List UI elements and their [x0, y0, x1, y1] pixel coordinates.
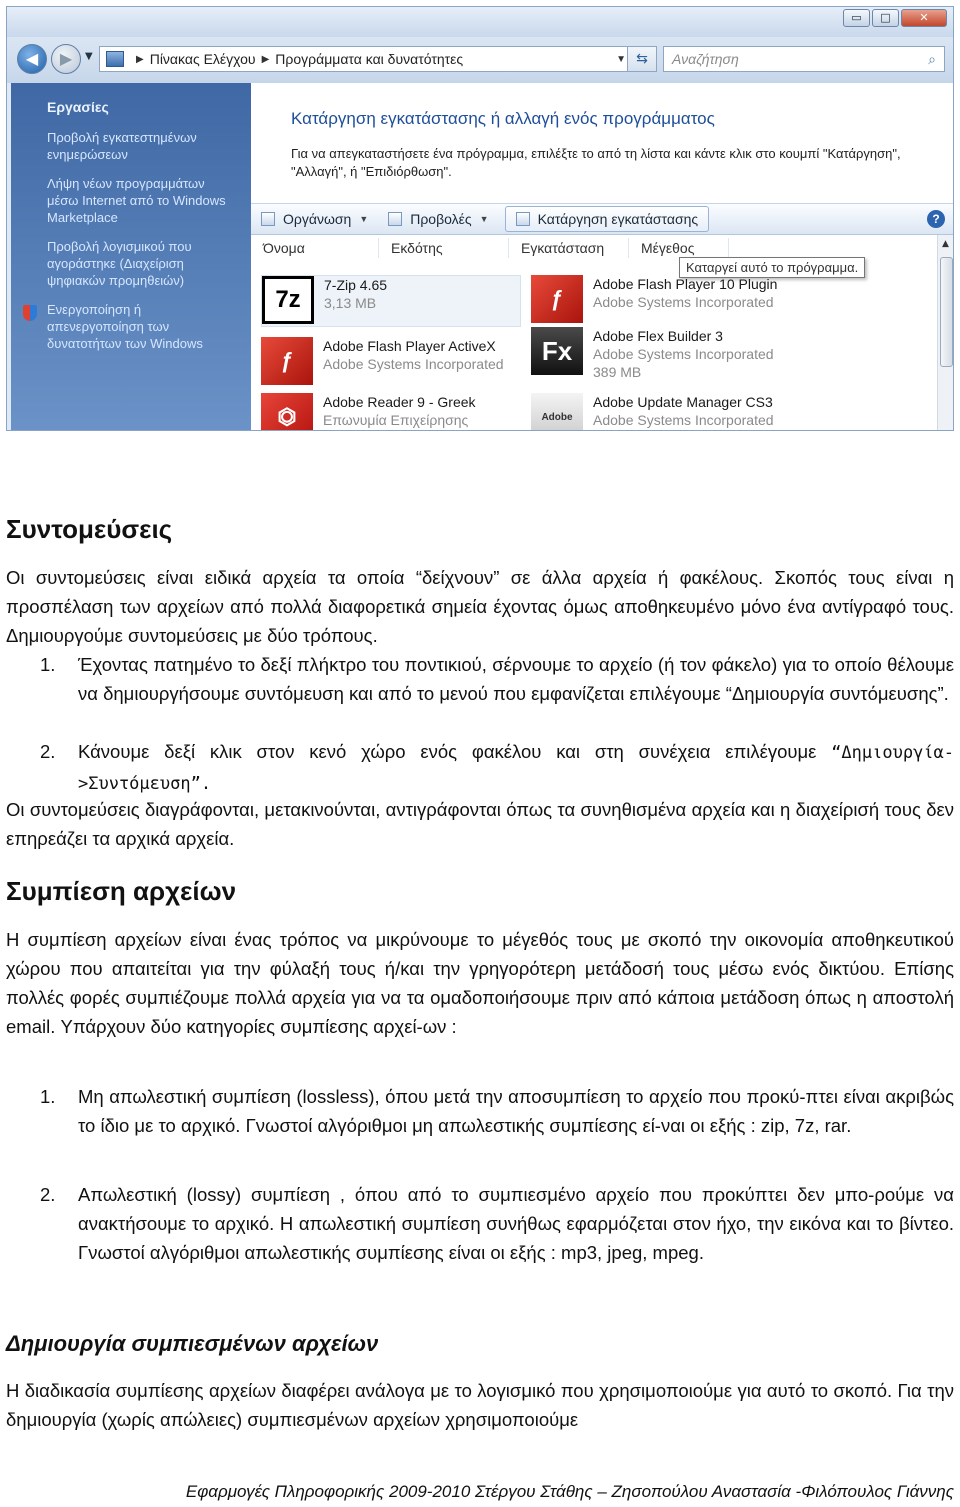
- flex-builder-icon: Fx: [531, 327, 583, 375]
- column-size[interactable]: Μέγεθος: [629, 238, 729, 258]
- list-text: Απωλεστική (lossy) συμπίεση , όπου από το συμπιεσμένο αρχείο που προκύπτει δεν μπο-ρούμε να ανακτήσουμε το αρχικό. Η απωλεστική συμπίεση συνήθως εφαρμόζεται στον ήχο, την εικόνα και το βίντεο. Γνωστοί αλγόριθμοι απωλεστικής συμπίεσης είναι οι εξής : mp3, jpeg, mpeg.: [78, 1184, 954, 1263]
- program-detail: Adobe Systems Incorporated: [323, 356, 504, 372]
- navigation-bar: [7, 37, 953, 83]
- shortcuts-intro: Οι συντομεύσεις είναι ειδικά αρχεία τα οποία “δείχνουν” σε άλλα αρχεία ή φακέλους. Σκοπός τους είναι η προσπέλαση των αρχείων από πολλά διαφορετικά σημεία έχοντας όμως αποθηκευμένο μόνο ένα αντίγραφό τους. Δημιουργούμε συντομεύσεις με δύο τρόπους.: [6, 567, 954, 646]
- program-detail: Adobe Systems Incorporated: [593, 412, 774, 428]
- organize-icon: [261, 212, 275, 226]
- task-link-purchased[interactable]: Προβολή λογισμικού που αγοράστηκε (Διαχείριση ψηφιακών προμηθειών): [47, 239, 192, 288]
- arrow-right-icon: ▶: [59, 49, 73, 68]
- list-item: [40, 1082, 954, 1140]
- list-text: Κάνουμε δεξί κλικ στον κενό χώρο ενός φακέλου και στη συνέχεια επιλέγουμε: [78, 741, 817, 762]
- list-item: [40, 1180, 954, 1267]
- breadcrumb-control-panel[interactable]: Πίνακας Ελέγχου: [149, 51, 256, 67]
- uninstall-tooltip: Καταργεί αυτό το πρόγραμμα.: [679, 257, 865, 278]
- chevron-down-icon: ▼: [479, 214, 489, 224]
- programs-content: [251, 83, 954, 431]
- refresh-icon: ⇆: [636, 51, 648, 67]
- organize-button[interactable]: [251, 206, 378, 232]
- compression-intro: Η συμπίεση αρχείων είναι ένας τρόπος να μικρύνουμε το μέγεθός τους με σκοπό την οικονομία αποθηκευτικού χώρου που απαιτείται για την φύλαξή τους ή/και την γρηγορότερη μετάδοσή τους μέσω ενός δικτύου. Επίσης πολλές φορές συμπιέζουμε πολλά αρχεία για να τα ομαδοποιήσουμε πριν από κάποια μετάδοση όπως η αποστολή email. Υπάρχουν δύο κατηγορίες συμπίεσης αρχεί-ων :: [6, 929, 954, 1037]
- scrollbar-thumb[interactable]: [940, 257, 953, 367]
- column-name[interactable]: Όνομα: [251, 238, 379, 258]
- control-panel-screenshot: [6, 6, 954, 431]
- views-button[interactable]: [378, 206, 498, 232]
- heading-compression: Συμπίεση αρχείων: [6, 876, 237, 906]
- program-detail: Adobe Systems Incorporated: [593, 294, 774, 310]
- update-manager-icon: Adobe: [531, 393, 583, 431]
- list-number: 2.: [40, 741, 56, 762]
- tasks-heading: Εργασίες: [47, 99, 109, 115]
- chevron-down-icon: ▼: [359, 214, 369, 224]
- list-item: [40, 737, 954, 799]
- content-description: Για να απεγκαταστήσετε ένα πρόγραμμα, επιλέξτε το από τη λίστα και κάντε κλικ στο κουμπί "Κατάργηση", "Αλλαγή", ή "Επιδιόρθωση".: [291, 146, 901, 179]
- organize-label: Οργάνωση: [283, 211, 352, 227]
- search-icon[interactable]: ⌕: [928, 51, 936, 67]
- list-number: 1.: [40, 654, 56, 675]
- maximize-button[interactable]: □: [872, 9, 899, 27]
- chevron-down-icon[interactable]: ▼: [85, 51, 93, 62]
- minimize-button[interactable]: ▭: [843, 9, 870, 27]
- task-link-marketplace[interactable]: Λήψη νέων προγραμμάτων μέσω Internet από το Windows Marketplace: [47, 176, 226, 225]
- uninstall-icon: [516, 212, 530, 226]
- list-item[interactable]: [531, 393, 791, 431]
- program-name: Adobe Flex Builder 3: [593, 328, 723, 344]
- column-publisher[interactable]: Εκδότης: [379, 238, 509, 258]
- column-installed[interactable]: Εγκατάσταση: [509, 238, 629, 258]
- window-titlebar: [7, 7, 953, 37]
- program-name: Adobe Flash Player 10 Plugin: [593, 276, 778, 292]
- views-icon: [388, 212, 402, 226]
- list-item[interactable]: [261, 275, 521, 327]
- create-intro: Η διαδικασία συμπίεσης αρχείων διαφέρει ανάλογα με το λογισμικό που χρησιμοποιούμε για αυτό το σκοπό. Για την δημιουργία (χωρίς απώλειες) συμπιεσμένων αρχείων χρησιμοποιούμε: [6, 1380, 954, 1430]
- program-name: Adobe Update Manager CS3: [593, 394, 773, 410]
- seven-zip-icon: 7z: [262, 276, 314, 324]
- list-item[interactable]: [261, 393, 521, 431]
- uninstall-label: Κατάργηση εγκατάστασης: [537, 211, 699, 227]
- help-icon[interactable]: ?: [927, 210, 945, 228]
- shield-icon: [23, 305, 37, 321]
- list-number: 1.: [40, 1086, 56, 1107]
- list-item: [40, 650, 954, 708]
- tasks-pane: [11, 83, 251, 431]
- adobe-reader-icon: ⏣: [261, 393, 313, 431]
- views-label: Προβολές: [410, 211, 472, 227]
- refresh-button[interactable]: [627, 46, 657, 72]
- task-link-windows-features[interactable]: Ενεργοποίηση ή απενεργοποίηση των δυνατοτήτων των Windows: [47, 302, 203, 351]
- shortcuts-outro: Οι συντομεύσεις διαγράφονται, μετακινούνται, αντιγράφονται όπως τα συνηθισμένα αρχεία και η διαχείρισή τους δεν επηρεάζει τα αρχικά αρχεία.: [6, 799, 954, 849]
- address-bar[interactable]: [99, 46, 633, 72]
- back-button[interactable]: [17, 44, 47, 74]
- uninstall-button[interactable]: [505, 206, 710, 232]
- list-item[interactable]: [531, 275, 791, 327]
- program-detail: 3,13 MB: [324, 295, 377, 311]
- chevron-right-icon: ▶: [136, 53, 144, 65]
- list-item[interactable]: [531, 327, 791, 385]
- forward-button[interactable]: [51, 44, 81, 74]
- list-text: Έχοντας πατημένο το δεξί πλήκτρο του ποντικιού, σέρνουμε το αρχείο (ή τον φάκελο) για το οποίο θέλουμε να δημιουργήσουμε συντόμευση και από το μενού που εμφανίζεται επιλέγουμε “Δημιουργία συντόμευσης”.: [78, 654, 954, 704]
- command-toolbar: [251, 203, 954, 235]
- flash-activex-icon: ƒ: [261, 337, 313, 385]
- program-size: 389 MB: [593, 364, 642, 380]
- flash-icon: ƒ: [531, 275, 583, 323]
- program-detail: Επωνυμία Επιχείρησης: [323, 412, 469, 428]
- list-text: Μη απωλεστική συμπίεση (lossless), όπου μετά την αποσυμπίεση το αρχείο που προκύ-πτει είναι ακριβώς το ίδιο με το αρχικό. Γνωστοί αλγόριθμοι μη απωλεστικής συμπίεσης εί-ναι οι εξής : zip, 7z, rar.: [78, 1086, 954, 1136]
- task-link-updates[interactable]: Προβολή εγκατεστημένων ενημερώσεων: [47, 130, 197, 162]
- content-title: Κατάργηση εγκατάστασης ή αλλαγή ενός προγράμματος: [291, 109, 715, 128]
- program-name: Adobe Flash Player ActiveX: [323, 338, 496, 354]
- program-detail: Adobe Systems Incorporated: [593, 346, 774, 362]
- search-input[interactable]: [663, 46, 945, 72]
- heading-create-archives: Δημιουργία συμπιεσμένων αρχείων: [6, 1331, 379, 1356]
- chevron-down-icon[interactable]: ▼: [616, 53, 626, 65]
- list-number: 2.: [40, 1184, 56, 1205]
- search-placeholder: Αναζήτηση: [672, 51, 739, 67]
- scroll-up-icon[interactable]: ▲: [942, 239, 949, 249]
- control-panel-icon: [106, 51, 124, 67]
- program-name: Adobe Reader 9 - Greek: [323, 394, 476, 410]
- list-item[interactable]: [261, 337, 521, 389]
- page-footer: Εφαρμογές Πληροφορικής 2009-2010 Στέργου Στάθης – Ζησοπούλου Αναστασία -Φιλόπουλος Γιάννης: [185, 1482, 954, 1501]
- close-button[interactable]: ✕: [901, 9, 947, 27]
- chevron-right-icon: ▶: [261, 53, 270, 65]
- vertical-scrollbar[interactable]: [937, 235, 954, 431]
- program-name: 7-Zip 4.65: [324, 277, 388, 293]
- heading-shortcuts: Συντομεύσεις: [6, 514, 173, 544]
- breadcrumb-programs[interactable]: Προγράμματα και δυνατότητες: [275, 51, 464, 67]
- arrow-left-icon: ◀: [25, 49, 39, 68]
- menu-path: “Δημιουργία->Συντόμευση”.: [78, 743, 955, 794]
